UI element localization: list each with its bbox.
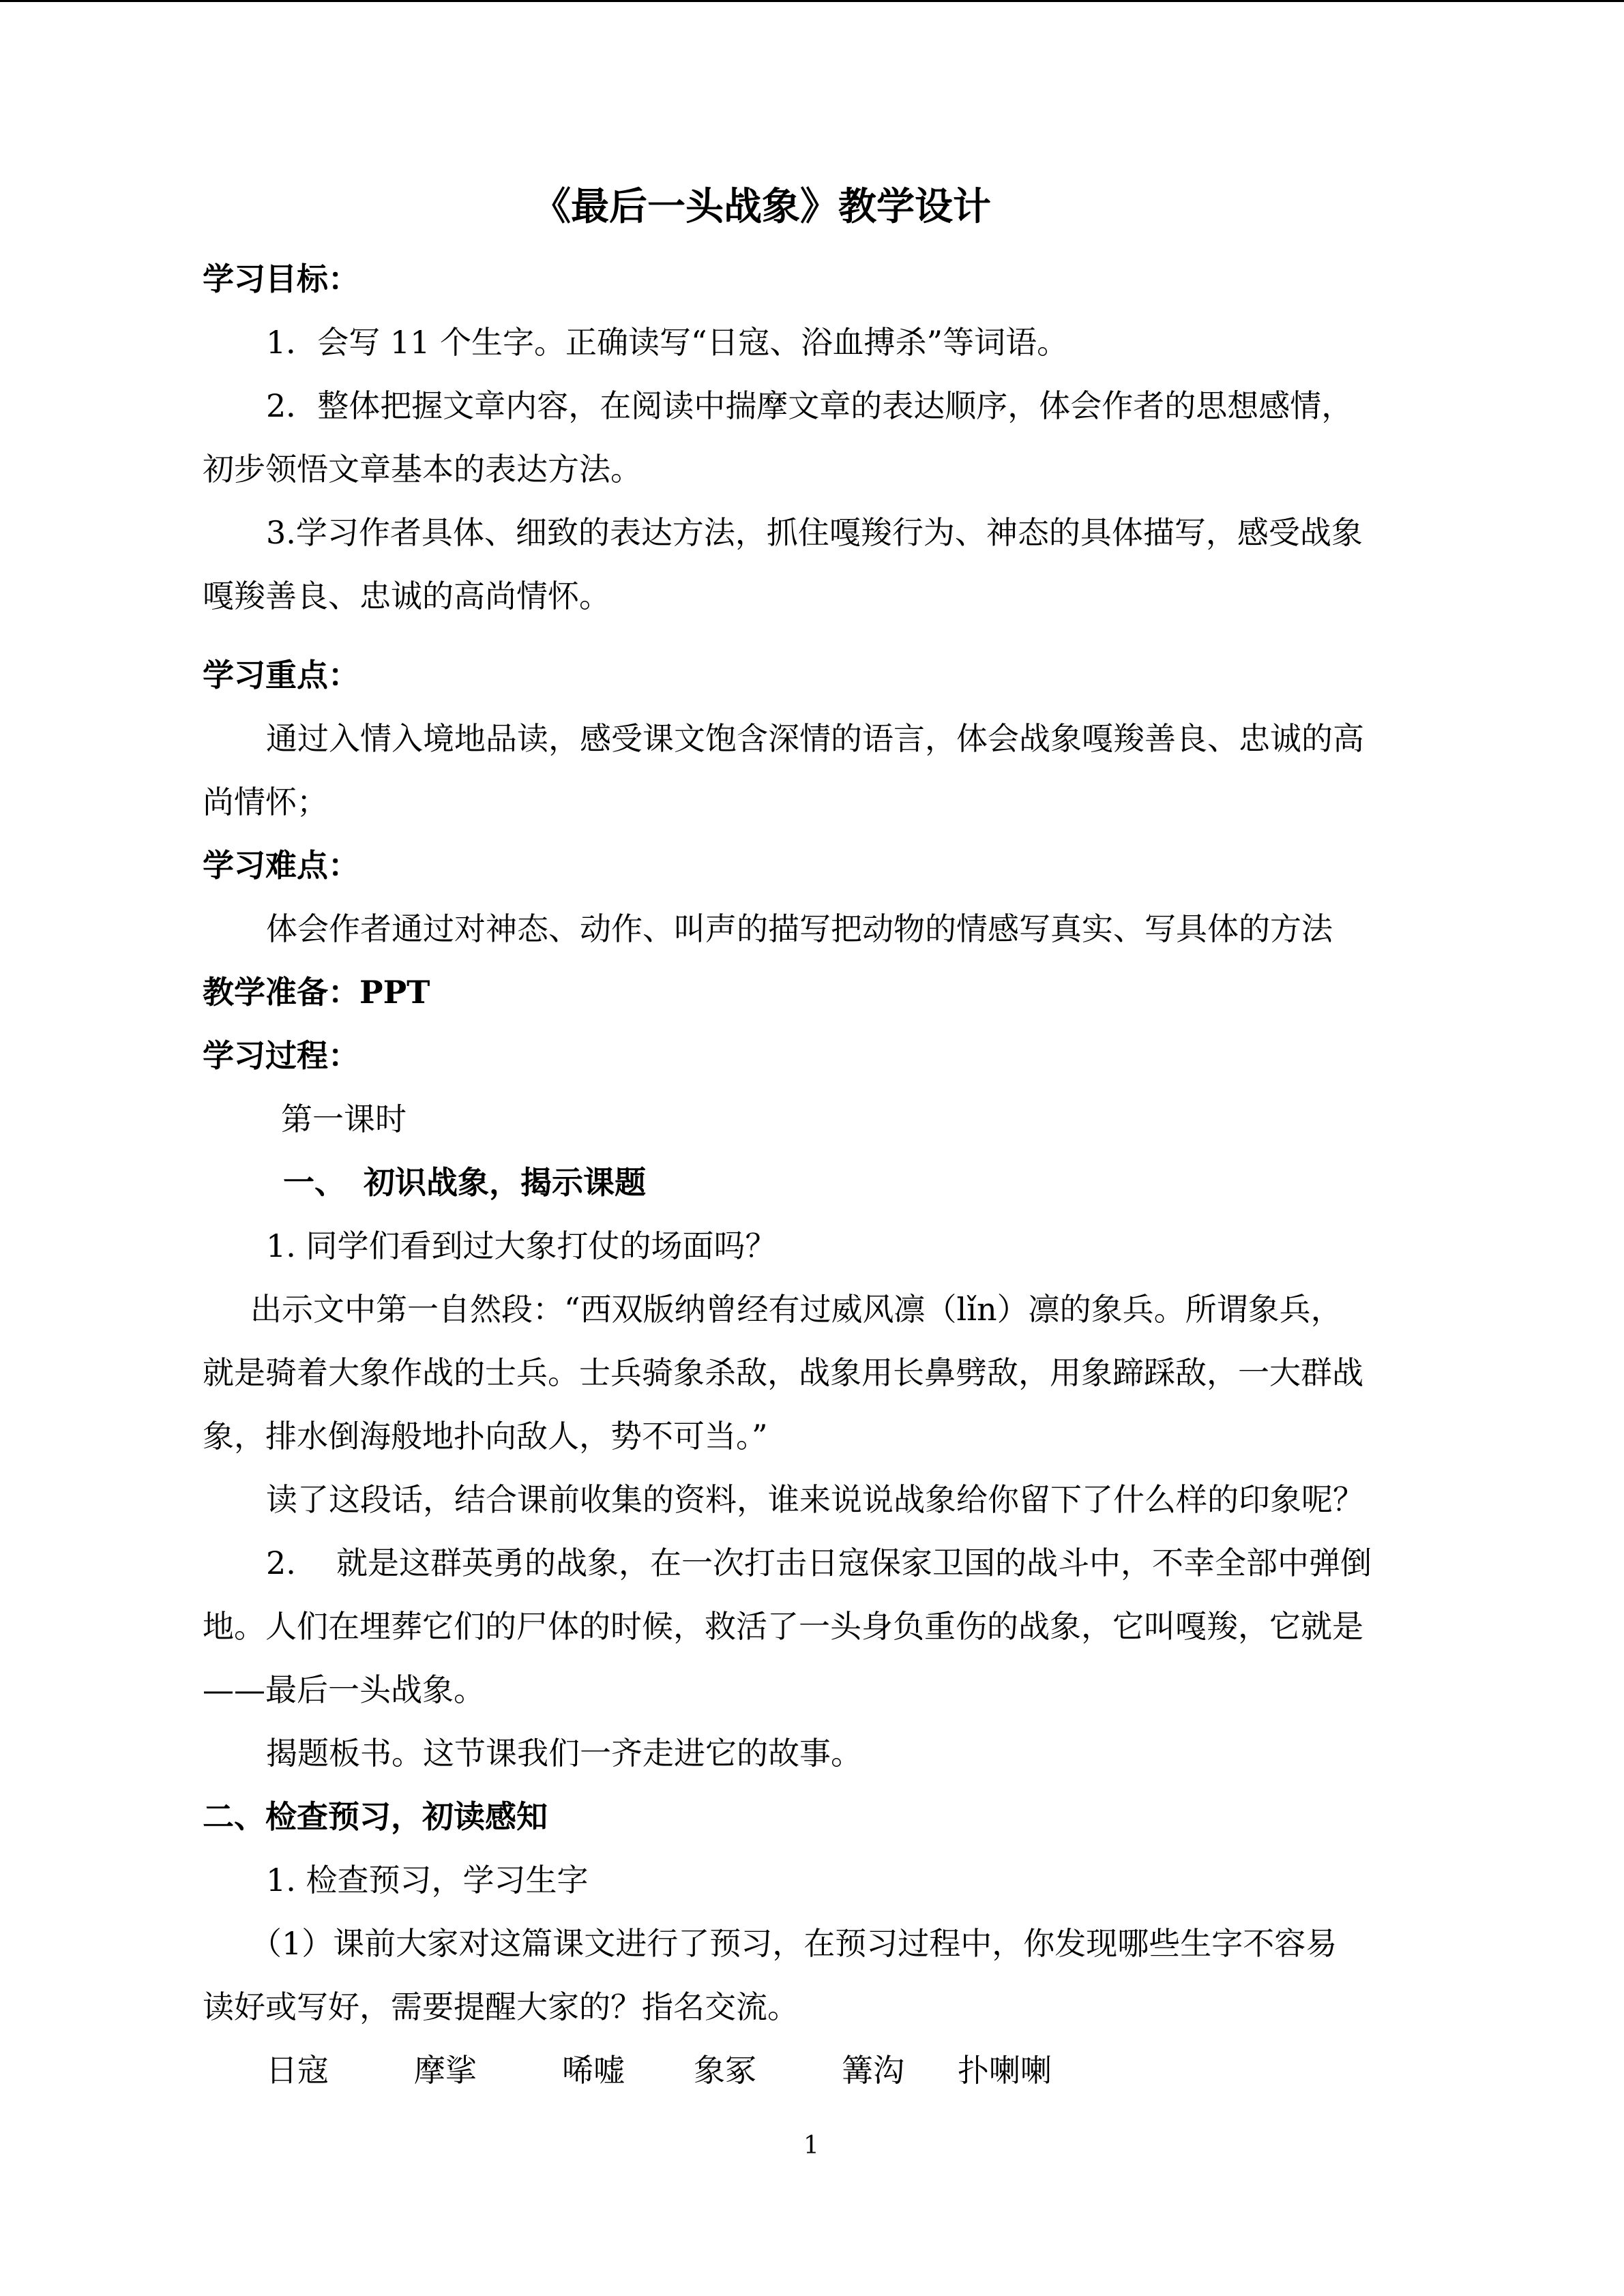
lesson-label: 第一课时 — [281, 1101, 407, 1137]
objective-item-1: 1．会写 11 个生字。正确读写“日寇、浴血搏杀”等词语。 — [266, 324, 1069, 361]
objective-item-2-line-1: 2．整体把握文章内容，在阅读中揣摩文章的表达顺序，体会作者的思想感情， — [266, 387, 1353, 424]
vocab-word: 篝沟 — [842, 2052, 904, 2089]
objective-item-2-line-2: 初步领悟文章基本的表达方法。 — [203, 451, 642, 488]
difficulties-heading: 学习难点： — [203, 847, 359, 884]
step-2-text: 就是这群英勇的战象，在一次打击日寇保家卫国的战斗中，不幸全部中弹倒 — [336, 1545, 1372, 1581]
page-number: 1 — [803, 2132, 819, 2160]
process-heading: 学习过程： — [203, 1037, 359, 1074]
page-top-border — [0, 0, 1624, 2]
part-1-heading — [203, 1151, 1511, 1214]
step-2-line-3: ——最后一头战象。 — [203, 1671, 485, 1708]
preparation-text: 教学准备：PPT — [203, 974, 430, 1011]
part-1-title: 初识战象，揭示课题 — [364, 1164, 646, 1201]
vocab-word: 日寇 — [266, 2052, 329, 2089]
quote-paragraph-line-3: 象，排水倒海般地扑向敌人，势不可当。” — [203, 1418, 768, 1455]
key-points-heading: 学习重点： — [203, 657, 359, 694]
vocab-word: 扑喇喇 — [958, 2052, 1052, 2089]
vocabulary-row — [203, 2039, 1430, 2102]
key-points-line-1: 通过入情入境地品读，感受课文饱含深情的语言，体会战象嘎羧善良、忠诚的高 — [266, 720, 1364, 757]
impression-question: 读了这段话，结合课前收集的资料，谁来说说战象给你留下了什么样的印象呢？ — [266, 1481, 1364, 1518]
objective-item-3-line-2: 嘎羧善良、忠诚的高尚情怀。 — [203, 578, 610, 614]
part-2-question-line-1: （1）课前大家对这篇课文进行了预习，在预习过程中，你发现哪些生字不容易 — [250, 1925, 1338, 1962]
difficulties-line-1: 体会作者通过对神态、动作、叫声的描写把动物的情感写真实、写具体的方法 — [266, 910, 1333, 947]
quote-paragraph-line-1: 出示文中第一自然段：“西双版纳曾经有过威风凛（lǐn）凛的象兵。所谓象兵， — [250, 1291, 1342, 1328]
part-2-step-1: 1. 检查预习，学习生字 — [266, 1862, 589, 1898]
vocab-word: 象冢 — [694, 2052, 756, 2089]
quote-paragraph-line-2: 就是骑着大象作战的士兵。士兵骑象杀敌，战象用长鼻劈敌，用象蹄踩敌，一大群战 — [203, 1354, 1363, 1391]
step-2-ending: 揭题板书。这节课我们一齐走进它的故事。 — [266, 1735, 862, 1772]
objectives-heading: 学习目标： — [203, 260, 359, 297]
vocab-word: 摩挲 — [414, 2052, 477, 2089]
document-title: 《最后一头战象》教学设计 — [533, 184, 991, 229]
step-2-line-1 — [203, 1532, 1494, 1595]
part-2-question-line-2: 读好或写好，需要提醒大家的？指名交流。 — [203, 1988, 799, 2025]
step-1-question: 1. 同学们看到过大象打仗的场面吗？ — [266, 1227, 777, 1264]
vocab-word: 唏嘘 — [562, 2052, 625, 2089]
step-2-line-2: 地。人们在埋葬它们的尸体的时候，救活了一头身负重伤的战象，它叫嘎羧，它就是 — [203, 1608, 1363, 1645]
objective-item-3-line-1: 3.学习作者具体、细致的表达方法，抓住嘎羧行为、神态的具体描写，感受战象 — [266, 514, 1363, 551]
key-points-line-2: 尚情怀； — [203, 784, 328, 820]
part-2-heading: 二、检查预习，初读感知 — [203, 1798, 548, 1835]
step-2-number: 2. — [266, 1545, 296, 1581]
part-1-number: 一、 — [283, 1164, 346, 1201]
